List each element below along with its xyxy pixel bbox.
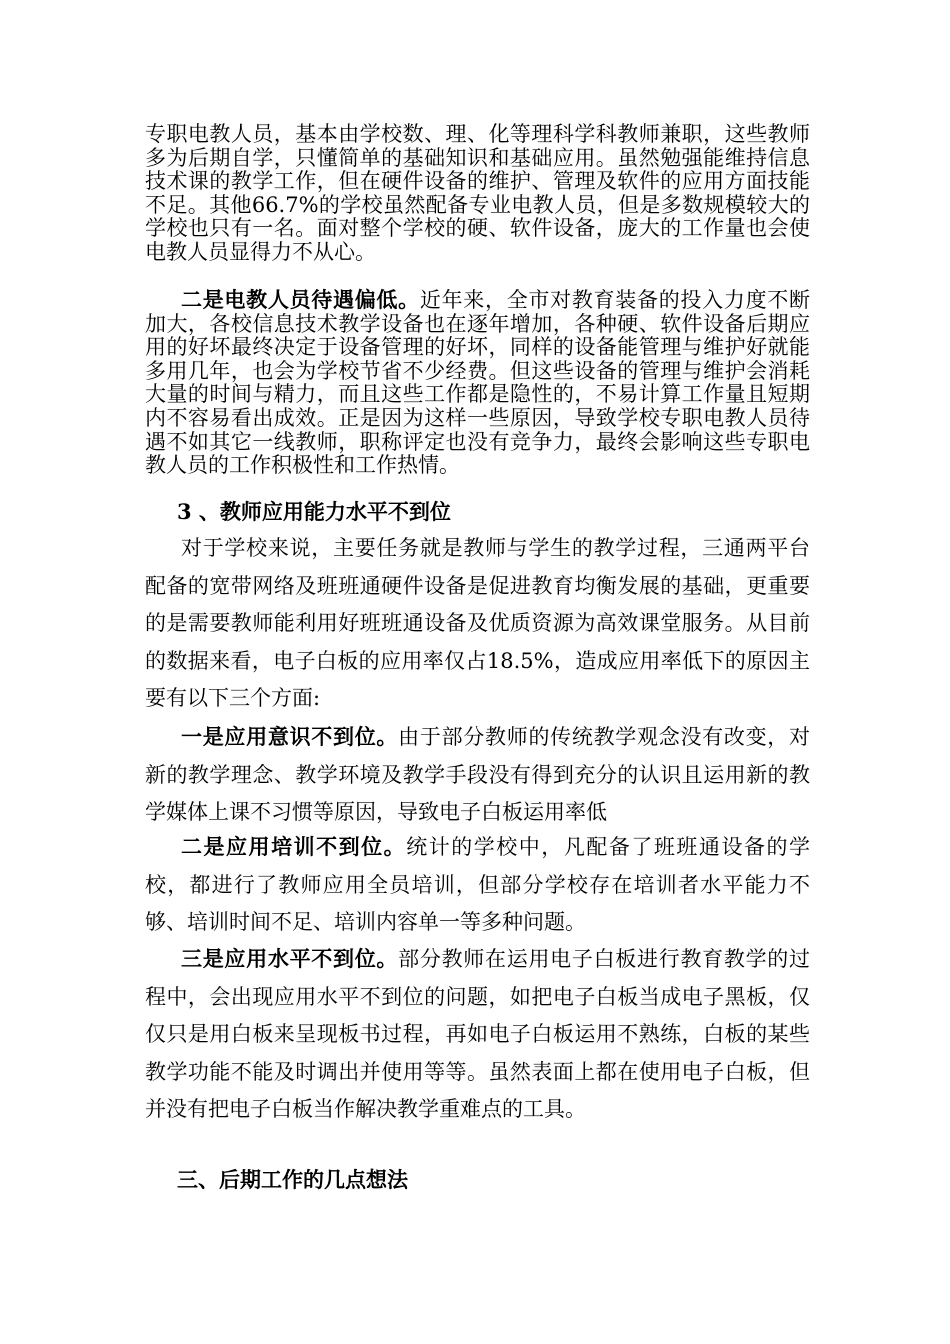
paragraph-text: 对于学校来说，主要任务就是教师与学生的教学过程，三通两平台配备的宽带网络及班班通硬件设备是促进教育均衡发展的基础，更重要的是需要教师能利用好班班通设备及优质资源为高效课堂服务。从目前的数据来看，电子白板的应用率仅占18.5%，造成应用率低下的原因主要有以下三个方面: (145, 536, 810, 710)
paragraph-application-rate (145, 530, 810, 718)
paragraph-skill-level (145, 940, 810, 1129)
paragraph-lead: 一是应用意识不到位。 (181, 724, 399, 749)
paragraph-training (145, 828, 810, 942)
paragraph-text: 部分教师在运用电子白板进行教育教学的过程中，会出现应用水平不到位的问题，如把电子白板当成电子黑板，仅仅只是用白板来呈现板书过程，再如电子白板运用不熟练，白板的某些教学功能不能及时调出并使用等等。虽然表面上都在使用电子白板，但并没有把电子白板当作解决教学重难点的工具。 (145, 947, 811, 1121)
paragraph-text: 专职电教人员，基本由学校数、理、化等理科学科教师兼职，这些教师多为后期自学，只懂简单的基础知识和基础应用。虽然勉强能维持信息技术课的教学工作，但在硬件设备的维护、管理及软件的应用方面技能不足。其他66.7%的学校虽然配备专业电教人员，但是多数规模较大的学校也只有一名。面对整个学校的硬、软件设备，庞大的工作量也会使电教人员显得力不从心。 (145, 122, 810, 264)
paragraph-lead: 三是应用水平不到位。 (181, 946, 399, 971)
section-heading-future-work: 三、后期工作的几点想法 (177, 1167, 408, 1192)
paragraph-lead: 二是应用培训不到位。 (181, 834, 407, 859)
paragraph-text: 近年来，全市对教育装备的投入力度不断加大，各校信息技术教学设备也在逐年增加，各种硬、软件设备后期应用的好坏最终决定于设备管理的好坏，同样的设备能管理与维护好就能多用几年，也会为学校节省不少经费。但这些设备的管理与维护会消耗大量的时间与精力，而且这些工作都是隐性的，不易计算工作量且短期内不容易看出成效。正是因为这样一些原因，导致学校专职电教人员待遇不如其它一线教师，职称评定也没有竞争力，最终会影响这些专职电教人员的工作积极性和工作热情。 (145, 288, 811, 478)
paragraph-lead: 二是电教人员待遇偏低。 (181, 287, 420, 312)
paragraph-text: 由于部分教师的传统教学观念没有改变，对新的教学理念、教学环境及教学手段没有得到充分的认识且运用新的教学媒体上课不习惯等原因，导致电子白板运用率低 (145, 725, 811, 824)
paragraph-staff-shortage (145, 123, 810, 265)
paragraph-awareness (145, 718, 810, 832)
paragraph-text: 统计的学校中，凡配备了班班通设备的学校，都进行了教师应用全员培训，但部分学校存在培训者水平能力不够、培训时间不足、培训内容单一等多种问题。 (145, 835, 811, 934)
paragraph-low-pay (145, 288, 810, 478)
section-heading-teacher-ability: 3 、教师应用能力水平不到位 (177, 499, 451, 524)
